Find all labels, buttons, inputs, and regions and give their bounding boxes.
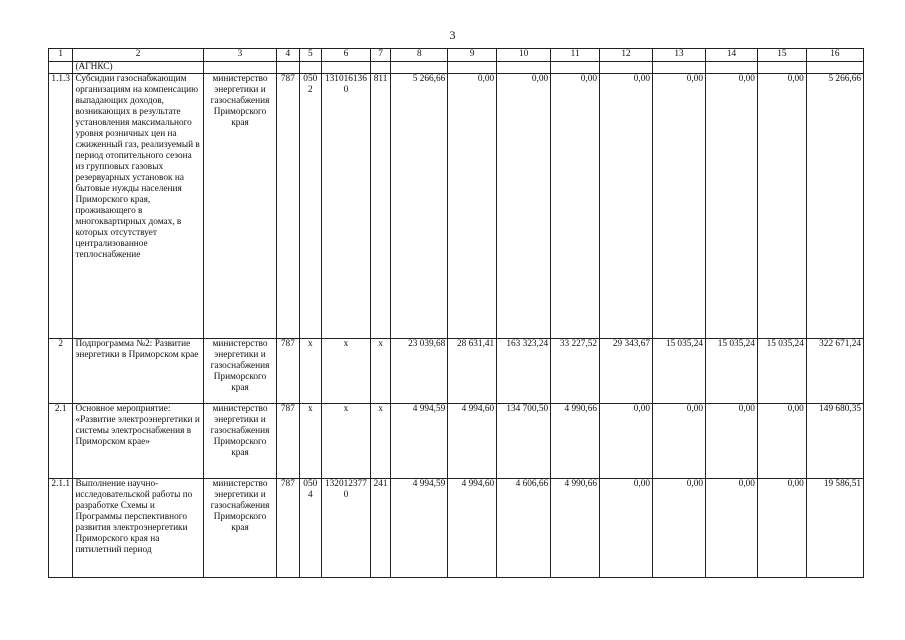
column-header: 15 (757, 49, 806, 62)
row-code-ministry: 787 (277, 404, 299, 479)
row-code-expense: х (370, 404, 390, 479)
row-organization: министерство энергетики и газоснабжения Приморского края (203, 74, 276, 339)
row-code-expense: х (370, 339, 390, 404)
row-value: 28 631,41 (448, 339, 497, 404)
row-value (706, 62, 758, 74)
row-value (551, 62, 600, 74)
row-code-target: 1320123770 (321, 479, 370, 578)
row-value: 23 039,68 (391, 339, 448, 404)
row-value (391, 62, 448, 74)
row-value: 0,00 (757, 404, 806, 479)
column-header: 5 (299, 49, 321, 62)
row-index (49, 62, 73, 74)
row-value: 4 994,59 (391, 404, 448, 479)
row-code-expense: 241 (370, 479, 390, 578)
row-index: 1.1.3 (49, 74, 73, 339)
column-header: 2 (73, 49, 203, 62)
column-header: 13 (653, 49, 706, 62)
budget-table (48, 48, 864, 578)
row-total: 322 671,24 (806, 339, 863, 404)
row-value: 4 994,60 (448, 479, 497, 578)
column-header: 8 (391, 49, 448, 62)
row-name: Субсидии газоснабжающим организациям на компенсацию выпадающих доходов, возникающих в результате установления максимального уровня розничных цен на сжиженный газ, реализуемый в период отопительного сезона из групповых газовых резервуарных установок на бытовые нужды населения Приморского края, проживающего в многоквартирных домах, в которых отсутствует централизованное теплоснабжение (73, 74, 203, 339)
row-total: 5 266,66 (806, 74, 863, 339)
row-index: 2.1 (49, 404, 73, 479)
row-code-section: х (299, 339, 321, 404)
row-value: 0,00 (448, 74, 497, 339)
row-name: Основное мероприятие: «Развитие электроэнергетики и системы электроснабжения в Приморском крае» (73, 404, 203, 479)
column-header: 12 (600, 49, 653, 62)
row-value: 15 035,24 (757, 339, 806, 404)
row-organization (203, 62, 276, 74)
row-name: Выполнение научно-исследовательской работы по разработке Схемы и Программы перспективного развития электроэнергетики Приморского края на пятилетний период (73, 479, 203, 578)
row-total: 149 680,35 (806, 404, 863, 479)
row-value: 163 323,24 (497, 339, 551, 404)
row-value: 15 035,24 (653, 339, 706, 404)
row-value: 0,00 (653, 404, 706, 479)
row-value: 29 343,67 (600, 339, 653, 404)
column-header: 11 (551, 49, 600, 62)
table-row (49, 404, 864, 479)
row-code-ministry: 787 (277, 339, 299, 404)
row-code-ministry: 787 (277, 74, 299, 339)
row-code-target (321, 62, 370, 74)
row-value: 15 035,24 (706, 339, 758, 404)
row-name: (АГНКС) (73, 62, 203, 74)
row-organization: министерство энергетики и газоснабжения Приморского края (203, 404, 276, 479)
row-total: 19 586,51 (806, 479, 863, 578)
row-value: 0,00 (600, 404, 653, 479)
row-organization: министерство энергетики и газоснабжения Приморского края (203, 339, 276, 404)
row-code-ministry (277, 62, 299, 74)
row-value (757, 62, 806, 74)
row-index: 2 (49, 339, 73, 404)
row-value: 4 994,59 (391, 479, 448, 578)
row-value: 4 990,66 (551, 404, 600, 479)
row-value: 0,00 (706, 404, 758, 479)
row-code-section: 0504 (299, 479, 321, 578)
row-value: 4 994,60 (448, 404, 497, 479)
row-code-target: х (321, 404, 370, 479)
row-value: 0,00 (653, 479, 706, 578)
row-value: 4 606,66 (497, 479, 551, 578)
row-value: 134 700,50 (497, 404, 551, 479)
row-code-expense (370, 62, 390, 74)
column-header: 14 (706, 49, 758, 62)
row-value: 0,00 (653, 74, 706, 339)
row-total (806, 62, 863, 74)
row-code-target: х (321, 339, 370, 404)
row-value (497, 62, 551, 74)
row-value: 4 990,66 (551, 479, 600, 578)
column-header: 6 (321, 49, 370, 62)
row-value: 0,00 (497, 74, 551, 339)
row-name: Подпрограмма №2: Развитие энергетики в Приморском крае (73, 339, 203, 404)
column-header: 7 (370, 49, 390, 62)
table-row (49, 339, 864, 404)
row-code-section (299, 62, 321, 74)
row-value: 0,00 (706, 74, 758, 339)
column-header: 16 (806, 49, 863, 62)
row-organization: министерство энергетики и газоснабжения Приморского края (203, 479, 276, 578)
row-code-ministry: 787 (277, 479, 299, 578)
row-value: 0,00 (600, 74, 653, 339)
row-value: 0,00 (757, 74, 806, 339)
table-row (49, 74, 864, 339)
row-index: 2.1.1 (49, 479, 73, 578)
column-header: 10 (497, 49, 551, 62)
column-header: 9 (448, 49, 497, 62)
row-code-section: 0502 (299, 74, 321, 339)
row-value (448, 62, 497, 74)
row-value: 0,00 (706, 479, 758, 578)
row-value (600, 62, 653, 74)
row-value: 33 227,52 (551, 339, 600, 404)
row-value: 0,00 (551, 74, 600, 339)
row-value: 5 266,66 (391, 74, 448, 339)
row-value: 0,00 (600, 479, 653, 578)
table-row (49, 479, 864, 578)
column-header: 1 (49, 49, 73, 62)
column-header: 3 (203, 49, 276, 62)
table-row (49, 62, 864, 74)
row-code-expense: 811 (370, 74, 390, 339)
page-number: 3 (449, 28, 456, 42)
header-row (49, 49, 864, 62)
row-code-section: х (299, 404, 321, 479)
row-value (653, 62, 706, 74)
column-header: 4 (277, 49, 299, 62)
row-value: 0,00 (757, 479, 806, 578)
row-code-target: 1310161360 (321, 74, 370, 339)
